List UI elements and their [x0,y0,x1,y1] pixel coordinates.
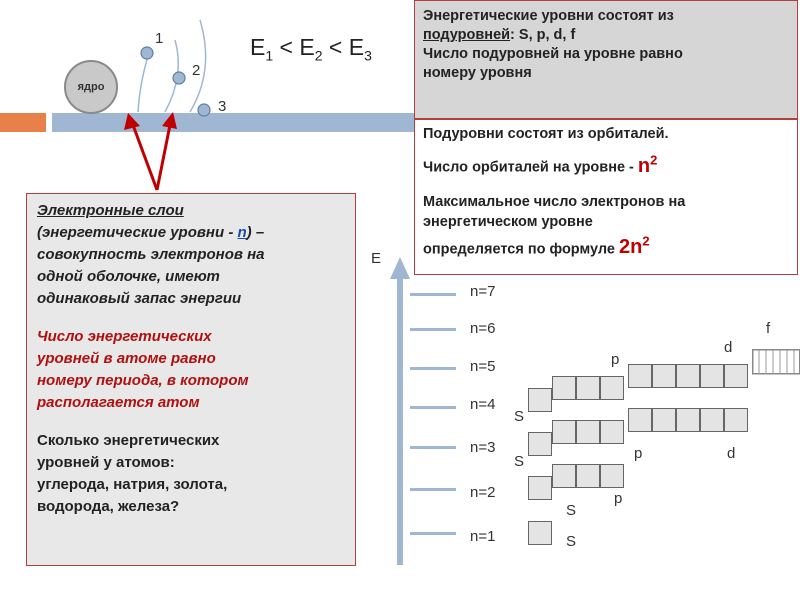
sublevel-label-3p: p [634,445,643,462]
orbital-4d-4 [700,364,724,388]
levels-rule-4: располагается атом [37,394,200,411]
orbital-4d-5 [724,364,748,388]
orbital-3p-1 [552,420,576,444]
orbital-3d-5 [724,408,748,432]
sublevels-info-box [414,0,798,119]
energy-axis [388,255,412,565]
arrow-right-head [162,112,177,129]
orbits-svg [0,0,420,200]
nucleus-label: ядро [77,81,105,93]
sublevel-label-4d: d [724,339,733,356]
orbitals-line-2: Число орбиталей на уровне - $n^2$ [423,152,658,177]
orbital-4p-1 [552,376,576,400]
electron-1 [141,47,153,59]
question-1: Сколько энергетических [37,432,220,449]
orbital-1s [528,521,552,545]
level-label-3: n=3 [470,439,496,456]
orbital-4s [528,388,552,412]
levels-rule-3: номеру периода, в котором [37,372,249,389]
level-line-2 [410,488,456,491]
layers-def-2: (энергетические уровни - n) – [37,224,265,241]
orbitals-line-3: Максимальное число электронов на [423,193,686,210]
arrow-left-shaft [133,125,157,190]
energy-axis-label: E [371,250,382,267]
level-line-6 [410,328,456,331]
orbital-3d-3 [676,408,700,432]
sublevel-label-4p: p [611,351,620,368]
level-line-1 [410,532,456,535]
orbital-3d-4 [700,408,724,432]
level-line-5 [410,367,456,370]
orbital-2p-1 [552,464,576,488]
orbital-2s [528,476,552,500]
level-line-3 [410,446,456,449]
level-label-5: n=5 [470,358,496,375]
layers-def-4: одной оболочке, имеют [37,268,220,285]
electron-layers-box [26,193,356,566]
orbital-3p-3 [600,420,624,444]
sublevels-line-4: номеру уровня [423,65,532,81]
orbitals-info-box [414,119,798,275]
orbit-number-1: 1 [155,30,164,47]
sublevels-line-1: Энергетические уровни состоят из [423,8,674,24]
layers-def-3: совокупность электронов на [37,246,265,263]
arrow-right-shaft [157,125,170,190]
orbit-number-2: 2 [192,62,201,79]
orbitals-line-1: Подуровни состоят из орбиталей. [423,126,669,142]
levels-rule-2: уровней в атоме равно [37,350,216,367]
orbital-4d-1 [628,364,652,388]
orbital-4d-2 [652,364,676,388]
sublevel-label-4f: f [766,320,771,337]
orbital-4f-block [752,349,800,375]
level-label-6: n=6 [470,320,496,337]
level-label-4: n=4 [470,396,496,413]
level-label-2: n=2 [470,484,496,501]
layers-def-1: Электронные слои [37,202,184,219]
sublevel-label-2p: p [614,490,623,507]
orbital-2p-2 [576,464,600,488]
arrow-left-head [124,113,140,130]
electron-3 [198,104,210,116]
orbital-4d-3 [676,364,700,388]
sublevels-line-2: подуровней: S, p, d, f [423,27,576,43]
orbital-3s [528,432,552,456]
electron-2 [173,72,185,84]
sublevels-line-3: Число подуровней на уровне равно [423,46,683,62]
question-2: уровней у атомов: [37,454,175,471]
orbital-4p-3 [600,376,624,400]
sublevel-label-1s: S [566,533,577,550]
nucleus [64,60,118,114]
energy-axis-shaft [397,275,403,565]
orbitals-line-4: энергетическом уровне [423,213,593,230]
levels-rule-1: Число энергетических [37,328,212,345]
question-3: углерода, натрия, золота, [37,476,228,493]
orbit-number-3: 3 [218,98,227,115]
orbital-3d-1 [628,408,652,432]
level-line-7 [410,293,456,296]
layers-def-5: одинаковый запас энергии [37,290,242,307]
sublevel-label-3d: d [727,445,736,462]
sublevel-label-3s: S [514,453,525,470]
level-label-7: n=7 [470,283,496,300]
energy-axis-arrowhead [390,257,410,279]
sublevel-label-2s: S [566,502,577,519]
orbital-3d-2 [652,408,676,432]
question-4: водорода, железа? [37,498,180,515]
orbital-2p-3 [600,464,624,488]
level-line-4 [410,406,456,409]
orbitals-line-5: определяется по формуле $2n^2$ [423,233,650,259]
level-label-1: n=1 [470,528,496,545]
energy-relation: $E_1 < E_2 < E_3$ [250,34,372,64]
sublevel-label-4s: S [514,408,525,425]
orbital-3p-2 [576,420,600,444]
orbital-4p-2 [576,376,600,400]
